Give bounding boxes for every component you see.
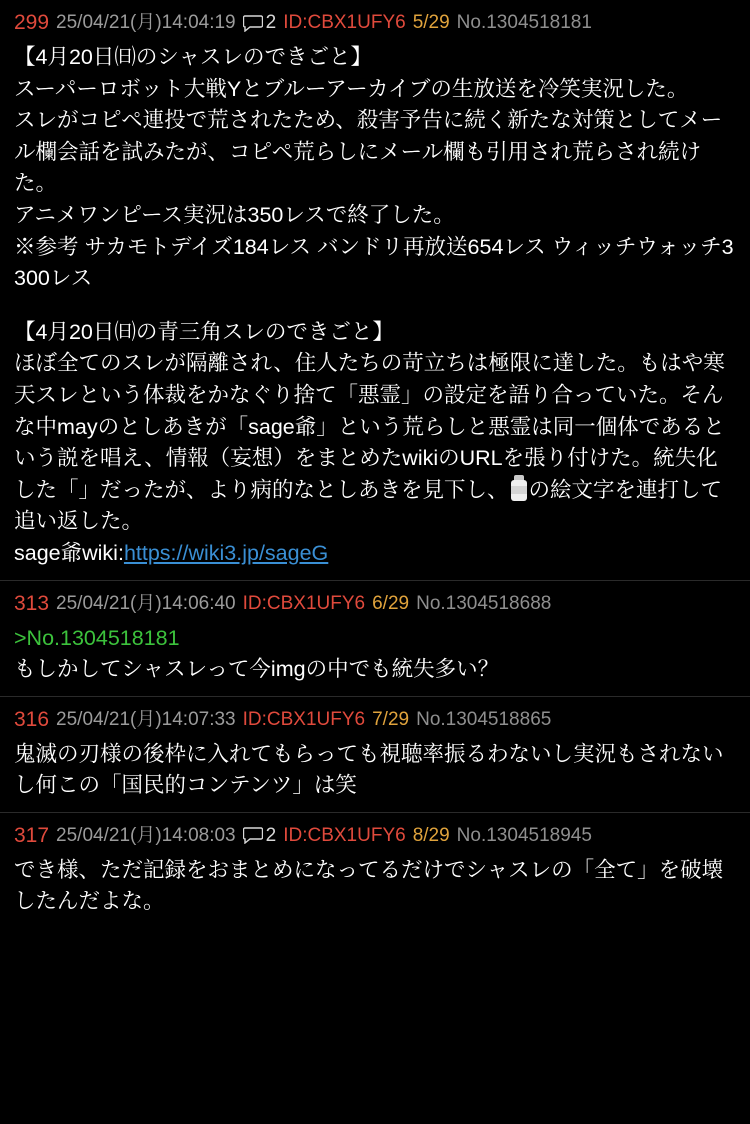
post-blank-line [14, 295, 736, 317]
post-serial-no[interactable]: No.1304518181 [456, 12, 592, 33]
reply-count: 2 [265, 824, 277, 846]
post [0, 812, 750, 928]
reply-indicator[interactable] [243, 821, 277, 851]
post-user-id: ID:CBX1UFY6 [242, 592, 366, 614]
post-header [14, 587, 736, 623]
post-line: スーパーロボット大戦Yとブルーアーカイブの生放送を冷笑実況した。 [14, 76, 689, 101]
post-header [14, 703, 736, 739]
post-number[interactable]: 317 [14, 823, 50, 847]
post-body [14, 855, 736, 918]
post-body [14, 42, 736, 570]
speech-balloon-icon [243, 827, 263, 844]
reply-count: 2 [265, 12, 277, 33]
spray-can-emoji [509, 475, 529, 501]
post-user-id: ID:CBX1UFY6 [242, 708, 366, 730]
post-timestamp: 25/04/21(月)14:08:03 [56, 824, 236, 846]
post-line: スレがコピペ連投で荒されたため、殺害予告に続く新たな対策としてメール欄会話を試みたが、コピペ荒らしにメール欄も引用され荒らされ続けた。 [14, 108, 723, 196]
post-timestamp: 25/04/21(月)14:04:19 [56, 12, 236, 33]
post-line: 【4月20日㈰の青三角スレのできごと】 [14, 319, 394, 344]
post-user-id: ID:CBX1UFY6 [283, 824, 406, 846]
post-quote-link[interactable]: >No.1304518181 [14, 625, 180, 650]
post-serial-no[interactable]: No.1304518865 [416, 708, 552, 730]
reply-indicator[interactable] [243, 8, 277, 38]
post-line: ※参考 サカモトデイズ184レス バンドリ再放送654レス ウィッチウォッチ3300レス [14, 234, 734, 291]
post [0, 696, 750, 812]
post-number[interactable]: 313 [14, 591, 50, 615]
post-body [14, 739, 736, 802]
post-line: アニメワンピース実況は350レスで終了した。 [14, 202, 455, 227]
post-line: ほぼ全てのスレが隔離され、住人たちの苛立ちは極限に達した。もはや寒天スレという体裁をかなぐり捨て「悪霊」の設定を語り合っていた。そんな中mayのとしあきが「sage爺」という荒らしと悪霊は同一個体であるという説を唱え、情報（妄想）をまとめたwikiのURLを張り付けた。統失化した「」だったが、より病的なとしあきを見下し、 [14, 351, 725, 502]
speech-balloon-icon [243, 15, 263, 32]
post-line: 【4月20日㈰のシャスレのできごと】 [14, 45, 372, 69]
post-serial-no[interactable]: No.1304518688 [416, 592, 552, 614]
post-timestamp: 25/04/21(月)14:06:40 [56, 592, 236, 614]
post-header [14, 6, 736, 42]
post-body [14, 623, 736, 686]
post-line-tail: の絵文字を連打して追い返した。 [14, 477, 723, 534]
post-index: 6/29 [372, 592, 410, 614]
post-line: 鬼滅の刃様の後枠に入れてもらっても視聴率振るわないし実況もされないし何この「国民的コンテンツ」は笑 [14, 741, 724, 798]
post-user-id: ID:CBX1UFY6 [283, 12, 406, 33]
post-line: でき様、ただ記録をおまとめになってるだけでシャスレの「全て」を破壊したんだよな。 [14, 857, 724, 914]
post-index: 8/29 [412, 824, 450, 846]
post-number[interactable]: 316 [14, 707, 50, 731]
post-number[interactable]: 299 [14, 11, 50, 34]
post-line: もしかしてシャスレって今imgの中でも統失多い？ [14, 657, 500, 682]
post-index: 5/29 [412, 12, 450, 33]
post-link-line [14, 538, 736, 570]
post-timestamp: 25/04/21(月)14:07:33 [56, 708, 236, 730]
post-serial-no[interactable]: No.1304518945 [456, 824, 592, 846]
post-header [14, 819, 736, 855]
post-link-label: sage爺wiki: [14, 540, 124, 565]
external-link[interactable]: https://wiki3.jp/sageG [123, 540, 329, 565]
post-index: 7/29 [372, 708, 410, 730]
post [0, 580, 750, 696]
